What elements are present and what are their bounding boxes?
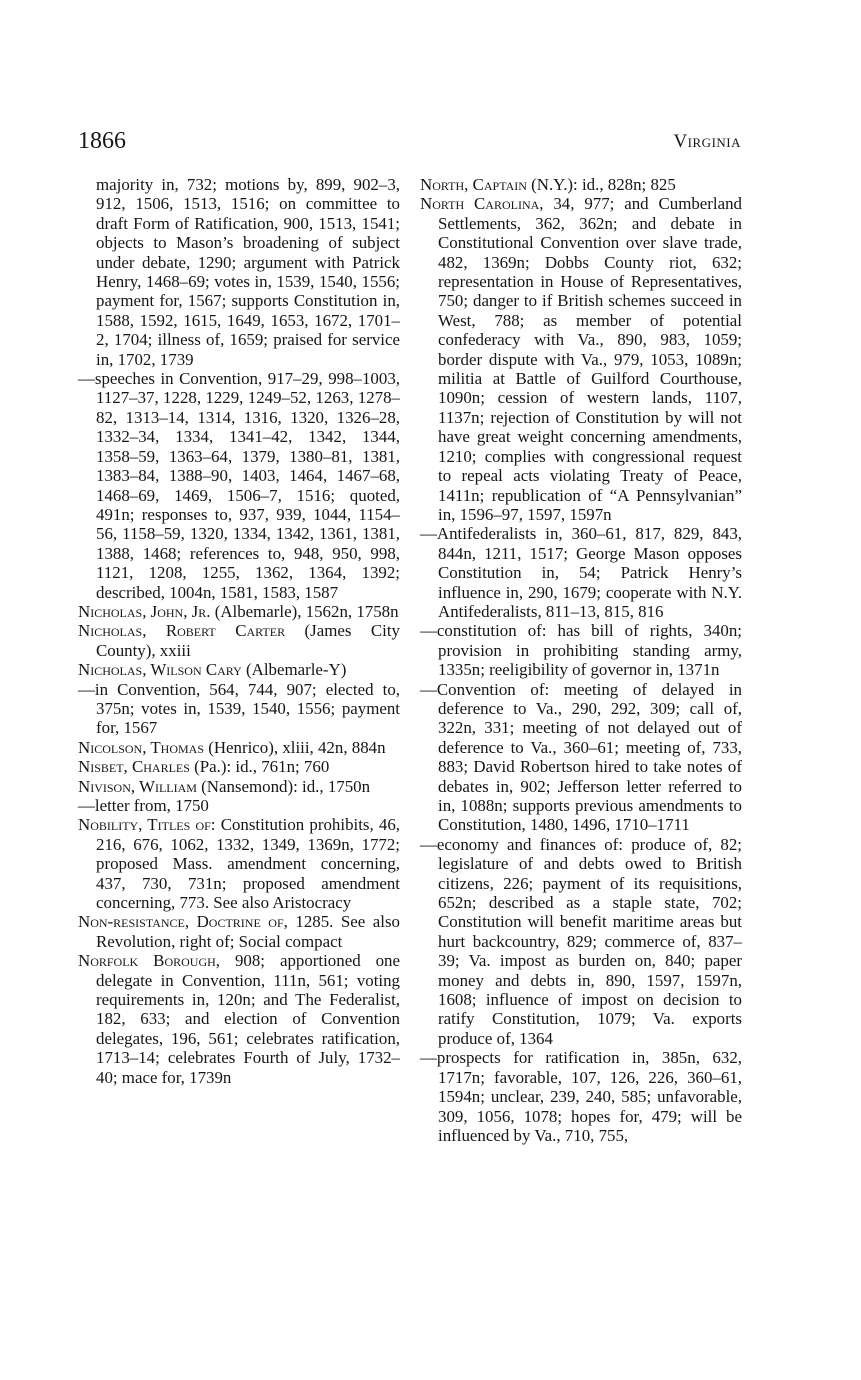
index-entry-text: majority in, 732; motions by, 899, 902–3, 912, 1506, 1513, 1516; on committee to draft Form of Ratification, 900, 1513, 1541; objects to Mason’s broadening of subject under debate, 1290; argument with Patrick Henry, 1468–69; votes in, 1539, 1540, 1556; payment for, 1567; supports Constitution in, 1588, 1592, 1615, 1649, 1653, 1672, 1701–2, 1704; illness of, 1659; praised for service in, 1702, 1739 xyxy=(96,175,400,369)
index-entry-heading: Nobility, Titles of: xyxy=(78,815,216,835)
index-entry-heading: North, Captain xyxy=(420,175,527,194)
index-entry xyxy=(78,757,400,776)
index-entry-text: —prospects for ratification in, 385n, 632, 1717n; favorable, 107, 126, 226, 360–61, 1594n; unclear, 239, 240, 585; unfavorable, 309, 1056, 1078; hopes for, 479; will be influenced by Va., 710, 755, xyxy=(420,1048,742,1145)
index-entry-heading: Nicholas, John, Jr. xyxy=(78,601,211,621)
index-entry xyxy=(78,951,400,1087)
index-entry xyxy=(78,602,400,621)
index-entry-text: —constitution of: has bill of rights, 340n; provision in prohibiting standing army, 1335n; reeligibility of governor in, 1371n xyxy=(420,621,742,680)
index-entry-text: (Albemarle), 1562n, 1758n xyxy=(210,601,399,621)
index-entry-text: 1285. See also Revolution, right of; Social compact xyxy=(96,912,400,951)
index-entry xyxy=(78,815,400,912)
index-entry xyxy=(78,777,400,796)
index-entry xyxy=(78,660,400,679)
index-entry-text: (N.Y.): id., 828n; 825 xyxy=(526,175,676,194)
index-entry-text: (Henrico), xliii, 42n, 884n xyxy=(204,737,386,757)
index-entry xyxy=(420,1048,742,1145)
index-entry xyxy=(78,796,400,815)
index-entry-text: 34, 977; and Cumberland Settlements, 362, 362n; and debate in Constitutional Convention over slave trade, 482, 1369n; Dobbs County riot, 632; representation in House of Representatives, 750; danger to if British schemes succeed in West, 788; as member of potential confederacy with Va., 890, 983, 1059; border dispute with Va., 979, 1053, 1089n; militia at Battle of Guilford Courthouse, 1090n; cession of western lands, 1107, 1137n; rejection of Constitution by will not have great weight concerning amendments, 1210; complies with congressional request to repeal acts violating Treaty of Peace, 1411n; republication of “A Pennsylvanian” in, 1596–97, 1597, 1597n xyxy=(438,194,742,524)
index-entry-heading: Nicholas, Robert Carter xyxy=(78,621,286,641)
index-entry-heading: Non-resistance, Doctrine of, xyxy=(78,912,288,932)
index-entry xyxy=(420,524,742,621)
index-entry-heading: Nisbet, Charles xyxy=(78,757,190,777)
page-number: 1866 xyxy=(78,128,126,154)
index-entry xyxy=(78,680,400,738)
index-entry-text: —speeches in Convention, 917–29, 998–1003, 1127–37, 1228, 1229, 1249–52, 1263, 1278–82, 1313–14, 1314, 1316, 1320, 1326–28, 1332–34, 1334, 1341–42, 1342, 1344, 1358–59, 1363–64, 1379, 1380–81, 1381, 1383–84, 1388–90, 1403, 1464, 1467–68, 1468–69, 1469, 1506–7, 1516; quoted, 491n; responses to, 937, 939, 1044, 1154–56, 1158–59, 1320, 1334, 1342, 1361, 1381, 1388, 1468; references to, 948, 950, 998, 1121, 1208, 1255, 1362, 1364, 1392; described, 1004n, 1581, 1583, 1587 xyxy=(78,369,400,602)
index-column-left xyxy=(78,175,400,1087)
index-entry-heading: Nicholas, Wilson Cary xyxy=(78,660,242,680)
index-entry xyxy=(78,621,400,660)
running-head: Virginia xyxy=(673,131,741,152)
index-entry-text: (James City County), xxiii xyxy=(96,621,400,660)
index-entry xyxy=(78,175,400,369)
index-entry-text: —Convention of: meeting of delayed in deference to Va., 290, 292, 309; call of, 322n, 331; meeting of not delayed out of deference to Va., 360–61; meeting of, 733, 883; David Robertson hired to take notes of debates in, 902; Jefferson letter referred to in, 1088n; supports previous amendments to Constitution, 1480, 1496, 1710–1711 xyxy=(420,679,742,835)
index-entry-heading: Nivison, William xyxy=(78,776,197,796)
index-entry-text: (Nansemond): id., 1750n xyxy=(196,776,371,796)
index-entry-text: —economy and finances of: produce of, 82; legislature of and debts owed to British citizens, 226; payment of its requisitions, 652n; described as a staple state, 702; Constitution will benefit maritime areas but hurt backcountry, 829; commerce of, 837–39; Va. impost as burden on, 840; paper money and debts in, 890, 1597, 1597n, 1608; influence of impost on decision to ratify Constitution, 1079; Va. exports produce of, 1364 xyxy=(420,834,742,1048)
index-entry xyxy=(78,738,400,757)
index-entry-text: —letter from, 1750 xyxy=(78,796,209,815)
index-entry-text: —Antifederalists in, 360–61, 817, 829, 843, 844n, 1211, 1517; George Mason opposes Constitution in, 54; Patrick Henry’s influence in, 290, 1679; cooperate with N.Y. Antifederalists, 811–13, 815, 816 xyxy=(420,524,742,621)
index-entry-heading: North Carolina, xyxy=(420,194,544,214)
index-column-right xyxy=(420,175,742,1145)
index-entry-text: Constitution prohibits, 46, 216, 676, 1062, 1332, 1349, 1369n, 1772; proposed Mass. amendment concerning, 437, 730, 731n; proposed amendment concerning, 773. See also Aristocracy xyxy=(96,815,400,913)
index-entry xyxy=(420,621,742,679)
index-entry-text: —in Convention, 564, 744, 907; elected to, 375n; votes in, 1539, 1540, 1556; payment for, 1567 xyxy=(78,679,400,738)
index-entry xyxy=(420,175,742,194)
index-entry xyxy=(78,912,400,951)
index-entry-heading: Nicolson, Thomas xyxy=(78,737,204,757)
index-entry xyxy=(78,369,400,602)
index-entry xyxy=(420,194,742,524)
index-entry xyxy=(420,680,742,835)
index-entry-text: 908; apportioned one delegate in Convention, 111n, 561; voting requirements in, 120n; and The Federalist, 182, 633; and election of Convention delegates, 196, 561; celebrates ratification, 1713–14; celebrates Fourth of July, 1732–40; mace for, 1739n xyxy=(96,951,400,1087)
index-entry-text: (Pa.): id., 761n; 760 xyxy=(189,757,330,777)
index-entry-text: (Albemarle-Y) xyxy=(241,660,347,680)
index-entry xyxy=(420,835,742,1048)
index-entry-heading: Norfolk Borough, xyxy=(78,951,220,971)
